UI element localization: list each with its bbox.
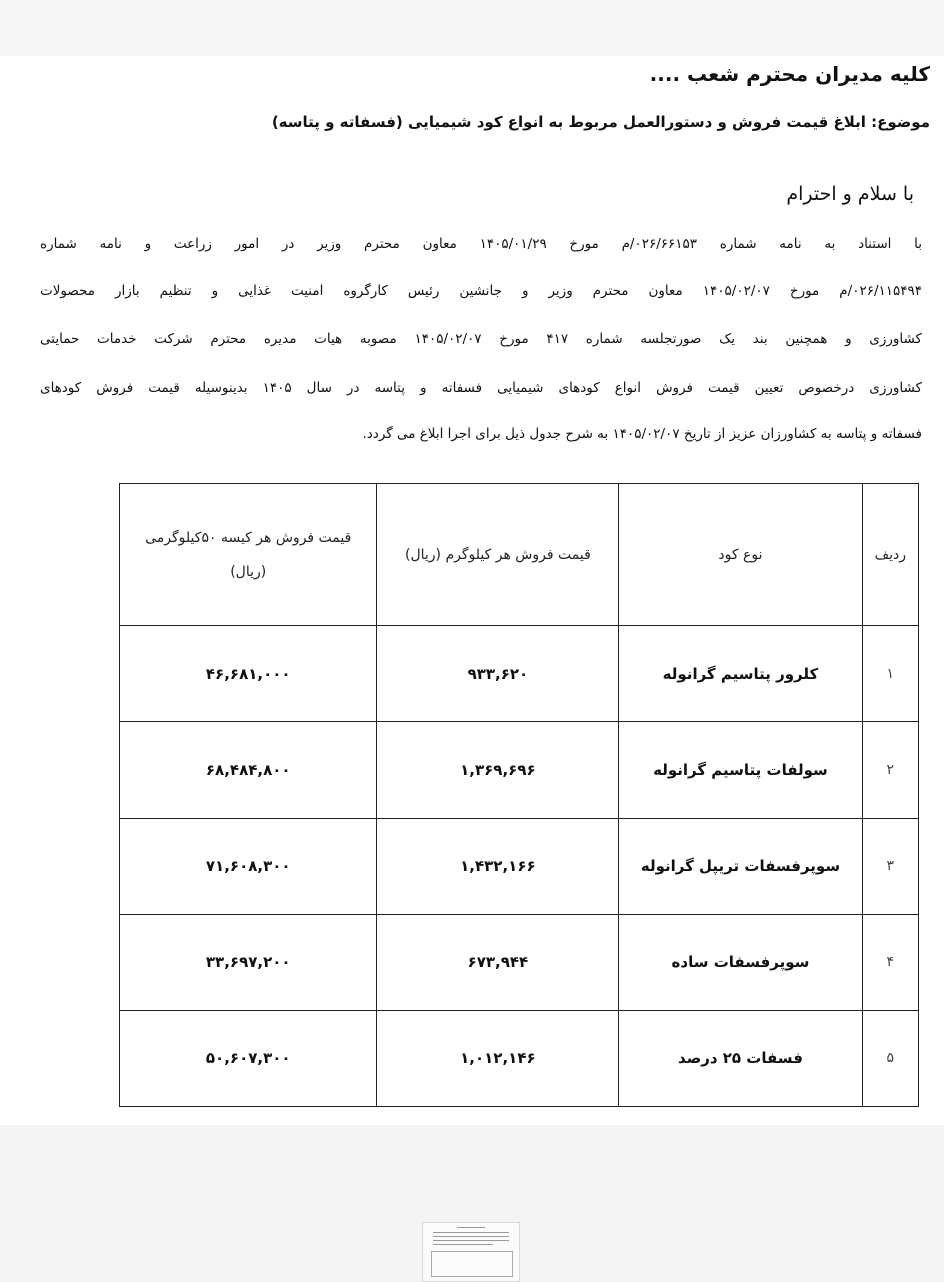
- price-per-kg: ۱,۴۳۲,۱۶۶: [377, 818, 619, 914]
- header-price-per-bag: قیمت فروش هر کیسه ۵۰کیلوگرمی (ریال): [120, 484, 377, 626]
- letter-addressee: کلیه مدیران محترم شعب ....: [649, 62, 930, 86]
- price-per-kg: ۹۳۳,۶۲۰: [377, 626, 619, 722]
- price-per-kg: ۶۷۳,۹۴۴: [377, 914, 619, 1010]
- price-per-bag: ۷۱,۶۰۸,۳۰۰: [120, 818, 377, 914]
- row-number: ۲: [862, 722, 918, 818]
- table-row: [120, 1010, 919, 1106]
- header-row-number: ردیف: [862, 484, 918, 626]
- body-line: کشاورزی و همچنین بند یک صورتجلسه شماره ۴۱۷ مورخ ۱۴۰۵/۰۲/۰۷ مصوبه هیات مدیره محترم شرکت خدمات حمایتی: [40, 331, 922, 347]
- header-fertilizer-type: نوع کود: [619, 484, 862, 626]
- row-number: ۵: [862, 1010, 918, 1106]
- table-row: [120, 626, 919, 722]
- fertilizer-type: فسفات ۲۵ درصد: [619, 1010, 862, 1106]
- price-per-bag: ۶۸,۴۸۴,۸۰۰: [120, 722, 377, 818]
- thumbnail-table: [431, 1251, 513, 1277]
- letter-greeting: با سلام و احترام: [786, 183, 914, 205]
- row-number: ۳: [862, 818, 918, 914]
- row-number: ۱: [862, 626, 918, 722]
- table-row: [120, 722, 919, 818]
- page-thumbnail[interactable]: [422, 1222, 520, 1282]
- fertilizer-type: سولفات پتاسیم گرانوله: [619, 722, 862, 818]
- body-line: فسفاته و پتاسه به کشاورزان عزیز از تاریخ ۱۴۰۵/۰۲/۰۷ به شرح جدول ذیل برای اجرا ابلاغ می گردد.: [362, 426, 922, 442]
- fertilizer-type: سوپرفسفات تریپل گرانوله: [619, 818, 862, 914]
- price-per-kg: ۱,۰۱۲,۱۴۶: [377, 1010, 619, 1106]
- body-line: با استناد به نامه شماره ۰۲۶/۶۶۱۵۳/م مورخ ۱۴۰۵/۰۱/۲۹ معاون محترم وزیر در امور زراعت و نامه شماره: [40, 236, 922, 252]
- price-per-bag: ۵۰,۶۰۷,۳۰۰: [120, 1010, 377, 1106]
- top-margin: [0, 0, 944, 56]
- letter-subject: موضوع: ابلاغ قیمت فروش و دستورالعمل مربوط به انواع کود شیمیایی (فسفاته و پتاسه): [271, 113, 930, 131]
- table-row: [120, 818, 919, 914]
- header-price-per-kg: قیمت فروش هر کیلوگرم (ریال): [377, 484, 619, 626]
- price-per-bag: ۴۶,۶۸۱,۰۰۰: [120, 626, 377, 722]
- price-per-bag: ۳۳,۶۹۷,۲۰۰: [120, 914, 377, 1010]
- fertilizer-type: سوپرفسفات ساده: [619, 914, 862, 1010]
- table-row: [120, 914, 919, 1010]
- fertilizer-price-table: [119, 483, 919, 1107]
- price-per-kg: ۱,۳۶۹,۶۹۶: [377, 722, 619, 818]
- row-number: ۴: [862, 914, 918, 1010]
- fertilizer-type: کلرور پتاسیم گرانوله: [619, 626, 862, 722]
- body-line: کشاورزی درخصوص تعیین قیمت فروش انواع کودهای شیمیایی فسفاته و پتاسه در سال ۱۴۰۵ بدینوسیله قیمت فروش کودهای: [40, 380, 922, 396]
- body-line: ۰۲۶/۱۱۵۴۹۴/م مورخ ۱۴۰۵/۰۲/۰۷ معاون محترم وزیر و جانشین رئیس کارگروه امنیت غذایی و تنظیم بازار محصولات: [40, 283, 922, 299]
- table-header-row: [120, 484, 919, 626]
